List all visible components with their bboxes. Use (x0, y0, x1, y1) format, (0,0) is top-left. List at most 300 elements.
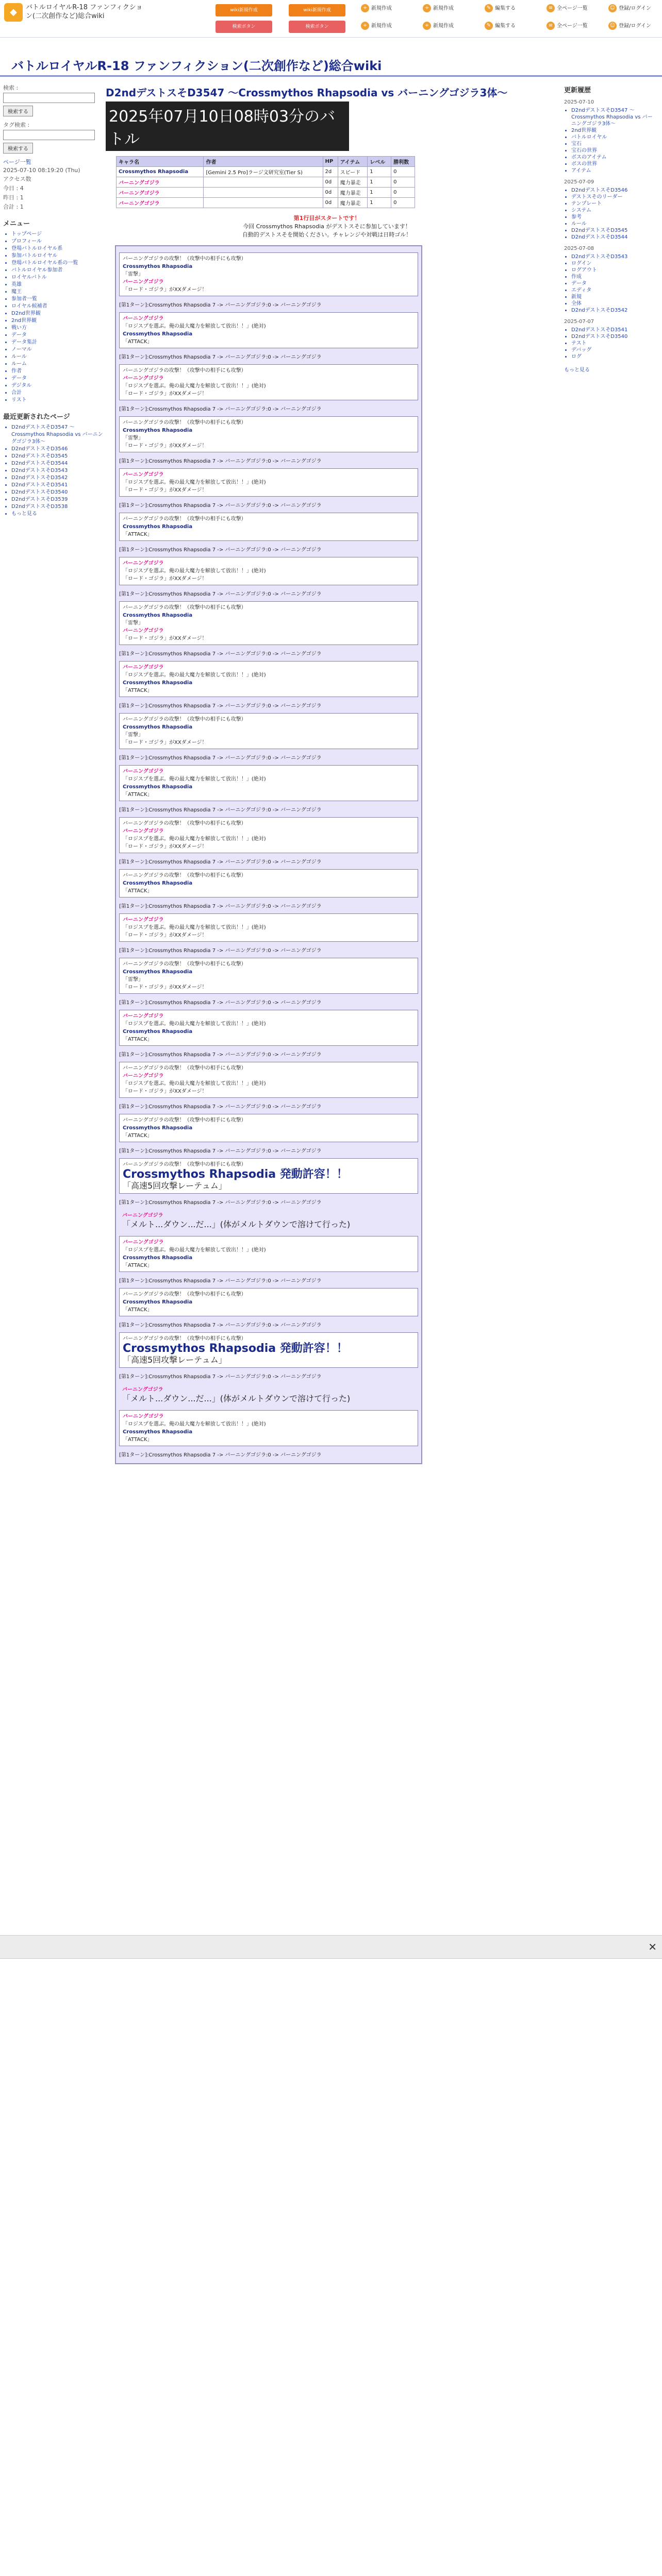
turn-summary: [第1ターン]:Crossmythos Rhapsodia 7 -> バーニングゴジラ:0 -> バーニングゴジラ (119, 703, 322, 709)
tool-new-3[interactable]: + 新規作成 (361, 20, 392, 33)
turn-summary: [第1ターン]:Crossmythos Rhapsodia 7 -> バーニングゴジラ:0 -> バーニングゴジラ (119, 406, 322, 412)
critical-skill-line: 「高速5回攻撃レーテュム」 (123, 1355, 227, 1365)
history-item[interactable]: • ログイン (571, 260, 657, 267)
log-block (119, 252, 418, 296)
log-block (119, 513, 418, 541)
menu-item[interactable]: • ルール (11, 353, 103, 361)
history-item[interactable]: • 宝石 (571, 141, 657, 147)
log-line: バーニングゴジラの攻撃！（攻撃中の相手にも攻撃） (123, 605, 246, 611)
cell: 1 (368, 177, 391, 188)
log-line: 「ロジスプを選ぶ。俺の最大魔力を解放して放出！！」(絶対) (123, 836, 266, 842)
log-line: 「ATTACK」 (123, 339, 153, 345)
log-line: 「ロード・ゴジラ」がXXダメージ！ (123, 933, 207, 938)
log-line: 「ATTACK」 (123, 532, 153, 537)
main-content (106, 82, 548, 1464)
meltdown-line: 「メルト...ダウン...だ...」(体がメルトダウンで溶けて行った) (122, 1219, 351, 1229)
log-line: バーニングゴジラ (123, 1240, 164, 1245)
cell[interactable]: Crossmythos Rhapsodia (117, 167, 204, 177)
log-line: バーニングゴジラ (123, 561, 164, 566)
cell[interactable]: バーニングゴジラ (117, 177, 204, 188)
log-block (119, 557, 418, 585)
tool-edit[interactable]: ✎ 編集する (485, 2, 516, 15)
page-list-link[interactable]: ページ一覧 (3, 159, 31, 165)
menu-item[interactable]: • バトルロイヤル参加者 (11, 267, 103, 274)
article-title: D2ndデストスそD3547 ～Crossmythos Rhapsodia vs バーニングゴジラ3体～ (106, 87, 508, 99)
turn-summary: [第1ターン]:Crossmythos Rhapsodia 7 -> バーニングゴジラ:0 -> バーニングゴジラ (119, 904, 322, 909)
log-line: バーニングゴジラ (123, 628, 164, 634)
table-row (117, 188, 415, 198)
history-item[interactable]: • D2ndデストスそD3547 ～Crossmythos Rhapsodia vs バーニングゴジラ3体～ (571, 107, 657, 127)
recent-list (3, 424, 103, 518)
log-line: 「ATTACK」 (123, 792, 153, 798)
menu-item[interactable]: • デジタル (11, 382, 103, 389)
history-item[interactable]: • デストスそのリーダー (571, 194, 657, 200)
history-date: 2025-07-10 (564, 99, 594, 105)
history-item[interactable]: • D2ndデストスそD3540 (571, 333, 657, 340)
user-icon: ☺ (608, 22, 617, 30)
cell[interactable]: バーニングゴジラ (117, 188, 204, 198)
log-line: 「ロード・ゴジラ」がXXダメージ！ (123, 844, 207, 850)
list-icon: ≡ (547, 22, 555, 30)
turn-summary: [第1ターン]:Crossmythos Rhapsodia 7 -> バーニングゴジラ:0 -> バーニングゴジラ (119, 1148, 322, 1154)
log-line: 「ATTACK」 (123, 1037, 153, 1042)
battle-datetime-banner: 2025年07月10日08時03分のバトル (106, 101, 349, 151)
log-block (119, 913, 418, 942)
tool-new-1[interactable]: + 新規作成 (361, 2, 392, 15)
log-line: 「ロジスプを選ぶ。俺の最大魔力を解放して放出！！」(絶対) (123, 776, 266, 782)
log-line: バーニングゴジラの攻撃！（攻撃中の相手にも攻撃） (123, 1292, 246, 1297)
menu-item[interactable]: • 2nd世界観 (11, 317, 103, 325)
log-line: Crossmythos Rhapsodia (123, 969, 193, 975)
log-line: バーニングゴジラ (123, 665, 164, 670)
log-line: Crossmythos Rhapsodia (123, 1125, 193, 1131)
log-line: バーニングゴジラの攻撃！（攻撃中の相手にも攻撃） (123, 821, 246, 826)
recent-item[interactable]: • D2ndデストスそD3538 (11, 503, 103, 511)
log-block (119, 1210, 418, 1232)
log-line: Crossmythos Rhapsodia (123, 428, 193, 433)
turn-summary: [第1ターン]:Crossmythos Rhapsodia 7 -> バーニングゴジラ:0 -> バーニングゴジラ (119, 591, 322, 597)
cell: 1 (368, 198, 391, 208)
recent-more-link[interactable]: • もっと見る (11, 511, 103, 518)
history-title: 更新履歴 (564, 87, 591, 94)
cell: [Gemini 2.5 Pro]ラージ文研究室(Tier S) (204, 167, 323, 177)
search-label: 検索 : (3, 84, 19, 91)
pencil-icon: ✎ (485, 4, 493, 12)
turn-summary: [第1ターン]:Crossmythos Rhapsodia 7 -> バーニングゴジラ:0 -> バーニングゴジラ (119, 1323, 322, 1328)
turn-summary: [第1ターン]:Crossmythos Rhapsodia 7 -> バーニングゴジラ:0 -> バーニングゴジラ (119, 1104, 322, 1110)
turn-summary: [第1ターン]:Crossmythos Rhapsodia 7 -> バーニングゴジラ:0 -> バーニングゴジラ (119, 807, 322, 813)
log-line: 「ロジスプを選ぶ。俺の最大魔力を解放して放出！！」(絶対) (123, 480, 266, 485)
recent-item[interactable]: • D2ndデストスそD3542 (11, 474, 103, 482)
recent-title: 最近更新されたページ (3, 413, 70, 421)
cell: 0 (391, 198, 415, 208)
menu-item[interactable]: • 作者 (11, 368, 103, 375)
log-block (119, 958, 418, 994)
log-block (119, 1332, 418, 1368)
log-line: 「ロード・ゴジラ」がXXダメージ！ (123, 287, 207, 293)
tool-new-4[interactable]: + 新規作成 (423, 20, 454, 33)
register-button[interactable]: wiki新規作成 (289, 4, 345, 16)
log-line: バーニングゴジラ (123, 917, 164, 923)
log-line: バーニングゴジラ (122, 1213, 163, 1218)
tag-search-input[interactable] (3, 130, 95, 140)
history-item[interactable]: • バトルロイヤル (571, 134, 657, 141)
log-line: 「ロード・ゴジラ」がXXダメージ！ (123, 1089, 207, 1094)
close-icon[interactable]: ✕ (648, 1941, 657, 1953)
menu-list (3, 231, 103, 404)
history-item[interactable]: • エディタ (571, 287, 657, 294)
cell: スピード (338, 167, 368, 177)
announcement-line: 自動的デストスそを開始ください。チャレンジや対戦は日時ゴル！ (242, 231, 412, 238)
history-list (564, 187, 657, 241)
col-header: レベル (368, 157, 391, 167)
menu-item[interactable]: • ロイヤル候補者 (11, 303, 103, 310)
log-line: 「ロード・ゴジラ」がXXダメージ！ (123, 576, 207, 582)
log-line: バーニングゴジラの攻撃！（攻撃中の相手にも攻撃） (123, 1162, 246, 1167)
log-line: 「ロジスプを選ぶ。俺の最大魔力を解放して放出！！」(絶対) (123, 672, 266, 678)
log-line: Crossmythos Rhapsodia (123, 1299, 193, 1305)
tool-edit-2[interactable]: ✎ 編集する (485, 20, 516, 33)
log-line: 「ロード・ゴジラ」がXXダメージ！ (123, 636, 207, 641)
history-list (564, 327, 657, 360)
log-line: Crossmythos Rhapsodia (123, 264, 193, 269)
log-block (119, 312, 418, 348)
log-line: Crossmythos Rhapsodia (123, 613, 193, 618)
tool-login[interactable]: ☺ 登録/ログイン (608, 2, 651, 15)
turn-summary: [第1ターン]:Crossmythos Rhapsodia 7 -> バーニングゴジラ:0 -> バーニングゴジラ (119, 651, 322, 657)
log-line: 「雷撃」 (123, 620, 143, 626)
log-block (119, 601, 418, 645)
page-title[interactable]: バトルロイヤルR-18 ファンフィクション(二次創作など)総合wiki (11, 59, 382, 73)
log-line: 「ロジスプを選ぶ。俺の最大魔力を解放して放出！！」(絶対) (123, 568, 266, 574)
menu-item[interactable]: • ロイヤルバトル (11, 274, 103, 281)
log-block (119, 869, 418, 897)
history-item[interactable]: • データ (571, 280, 657, 287)
left-sidebar (3, 82, 103, 518)
log-line: バーニングゴジラ (123, 472, 164, 478)
history-list (564, 253, 657, 314)
history-item[interactable]: • D2ndデストスそD3546 (571, 187, 657, 194)
announcement-line: 今回 Crossmythos Rhapsodia がデストスそに参加しています！ (243, 223, 411, 230)
log-line: 「ATTACK」 (123, 1307, 153, 1313)
history-item[interactable]: • 新規 (571, 294, 657, 300)
history-item[interactable]: • 参考 (571, 214, 657, 221)
log-block (119, 1288, 418, 1316)
log-block (119, 1236, 418, 1272)
menu-item[interactable]: • ノーマル (11, 346, 103, 353)
log-block (119, 1384, 418, 1406)
tool-page-list-2[interactable]: ≡ 全ページ一覧 (547, 20, 588, 33)
menu-item[interactable]: • 登場バトルロイヤル系の一覧 (11, 260, 103, 267)
history-item[interactable]: • D2ndデストスそD3541 (571, 327, 657, 333)
log-line: 「雷撃」 (123, 272, 143, 277)
col-header: アイテム (338, 157, 368, 167)
menu-item[interactable]: • データ (11, 375, 103, 382)
user-icon: ☺ (608, 4, 617, 12)
announcement-line: 第1行目がスタートです！ (293, 215, 360, 222)
menu-item[interactable]: • 登場バトルロイヤル系 (11, 245, 103, 252)
menu-item[interactable]: • トップページ (11, 231, 103, 238)
tag-search-label: タグ検索 : (3, 122, 30, 128)
log-block (119, 1158, 418, 1194)
col-header: HP (323, 157, 338, 167)
right-sidebar (564, 82, 657, 375)
history-item[interactable]: • 2nd世界観 (571, 127, 657, 134)
log-line: 「ロジスプを選ぶ。俺の最大魔力を解放して放出！！」(絶対) (123, 1021, 266, 1027)
turn-summary: [第1ターン]:Crossmythos Rhapsodia 7 -> バーニングゴジラ:0 -> バーニングゴジラ (119, 859, 322, 865)
turn-summary: [第1ターン]:Crossmythos Rhapsodia 7 -> バーニングゴジラ:0 -> バーニングゴジラ (119, 503, 322, 509)
log-block (119, 468, 418, 497)
log-line: バーニングゴジラの攻撃！（攻撃中の相手にも攻撃） (123, 256, 246, 262)
log-line: Crossmythos Rhapsodia (123, 680, 193, 686)
log-line: バーニングゴジラの攻撃！（攻撃中の相手にも攻撃） (123, 1065, 246, 1071)
menu-item[interactable]: • D2nd世界観 (11, 310, 103, 317)
cell (204, 177, 323, 188)
log-block (119, 364, 418, 400)
menu-item[interactable]: • データ (11, 332, 103, 339)
recent-item[interactable]: • D2ndデストスそD3541 (11, 482, 103, 489)
turn-summary: [第1ターン]:Crossmythos Rhapsodia 7 -> バーニングゴジラ:0 -> バーニングゴジラ (119, 1374, 322, 1380)
cell: 魔力暴走 (338, 198, 368, 208)
tag-search-button[interactable]: 検索する (3, 143, 33, 154)
log-line: 「ロード・ゴジラ」がXXダメージ！ (123, 985, 207, 990)
log-line: バーニングゴジラの攻撃！（攻撃中の相手にも攻撃） (123, 1117, 246, 1123)
menu-item[interactable]: • データ集計 (11, 339, 103, 346)
cell: 魔力暴走 (338, 188, 368, 198)
history-item[interactable]: • 作成 (571, 274, 657, 280)
log-line: バーニングゴジラの攻撃！（攻撃中の相手にも攻撃） (123, 1336, 246, 1342)
cell: 0 (391, 188, 415, 198)
table-row (117, 198, 415, 208)
cell: 魔力暴走 (338, 177, 368, 188)
log-line: バーニングゴジラ (123, 316, 164, 321)
log-line: Crossmythos Rhapsodia (123, 1429, 193, 1435)
log-line: Crossmythos Rhapsodia (123, 524, 193, 530)
log-line: バーニングゴジラ (123, 279, 164, 285)
cell[interactable]: バーニングゴジラ (117, 198, 204, 208)
turn-summary: [第1ターン]:Crossmythos Rhapsodia 7 -> バーニングゴジラ:0 -> バーニングゴジラ (119, 1000, 322, 1006)
log-line: 「ロード・ゴジラ」がXXダメージ！ (123, 487, 207, 493)
cell (204, 198, 323, 208)
menu-item[interactable]: • リスト (11, 397, 103, 404)
turn-summary: [第1ターン]:Crossmythos Rhapsodia 7 -> バーニングゴジラ:0 -> バーニングゴジラ (119, 459, 322, 464)
cell: 0d (323, 177, 338, 188)
log-line: Crossmythos Rhapsodia (123, 724, 193, 730)
log-line: バーニングゴジラ (122, 1387, 163, 1393)
history-item[interactable]: • D2ndデストスそD3544 (571, 234, 657, 241)
history-item[interactable]: • テンプレート (571, 200, 657, 207)
pencil-icon: ✎ (485, 22, 493, 30)
log-line: バーニングゴジラの攻撃！（攻撃中の相手にも攻撃） (123, 368, 246, 374)
site-header (0, 0, 662, 38)
log-line: 「ロジスプを選ぶ。俺の最大魔力を解放して放出！！」(絶対) (123, 1247, 266, 1253)
log-line: Crossmythos Rhapsodia (123, 784, 193, 790)
log-line: 「ロード・ゴジラ」がXXダメージ！ (123, 740, 207, 745)
col-header: キャラ名 (117, 157, 204, 167)
site-name[interactable]: バトルロイヤルR-18 ファンフィクション(二次創作など)総合wiki (26, 4, 143, 20)
history-date: 2025-07-08 (564, 246, 594, 251)
log-block (119, 817, 418, 853)
search-button-2[interactable]: 検索ボタン (289, 21, 345, 33)
menu-title: メニュー (3, 220, 30, 228)
history-item[interactable]: • ログアウト (571, 267, 657, 274)
plus-icon: + (361, 22, 369, 30)
access-total: 合計 : 1 (3, 204, 24, 210)
turn-summary: [第1ターン]:Crossmythos Rhapsodia 7 -> バーニングゴジラ:0 -> バーニングゴジラ (119, 948, 322, 954)
turn-summary: [第1ターン]:Crossmythos Rhapsodia 7 -> バーニングゴジラ:0 -> バーニングゴジラ (119, 755, 322, 761)
log-line: 「ATTACK」 (123, 1437, 153, 1443)
col-header: 作者 (204, 157, 323, 167)
title-divider (0, 75, 662, 77)
menu-item[interactable]: • プロフィール (11, 238, 103, 245)
log-line: 「ATTACK」 (123, 1263, 153, 1268)
tool-new-2[interactable]: + 新規作成 (423, 2, 454, 15)
log-block (119, 713, 418, 749)
col-header: 勝利数 (391, 157, 415, 167)
search-button[interactable]: 検索ボタン (216, 21, 272, 33)
history-item[interactable]: • ログ (571, 353, 657, 360)
recent-item[interactable]: • D2ndデストスそD3539 (11, 496, 103, 503)
search-submit-button[interactable]: 検索する (3, 106, 33, 116)
login-button[interactable]: wiki新規作成 (216, 4, 272, 16)
log-block (119, 1410, 418, 1446)
current-date: 2025-07-10 08:19:20 (Thu) (3, 167, 80, 174)
menu-item[interactable]: • 魔王 (11, 289, 103, 296)
log-line: 「ロジスプを選ぶ。俺の最大魔力を解放して放出！！」(絶対) (123, 1081, 266, 1087)
log-line: バーニングゴジラ (123, 1414, 164, 1419)
menu-item[interactable]: • ルーム (11, 361, 103, 368)
turn-summary: [第1ターン]:Crossmythos Rhapsodia 7 -> バーニングゴジラ:0 -> バーニングゴジラ (119, 1200, 322, 1206)
log-line: 「ロジスプを選ぶ。俺の最大魔力を解放して放出！！」(絶対) (123, 383, 266, 389)
history-item[interactable]: • テスト (571, 340, 657, 347)
menu-item[interactable]: • 戦い方 (11, 325, 103, 332)
table-row (117, 177, 415, 188)
table-row (117, 167, 415, 177)
recent-item[interactable]: • D2ndデストスそD3540 (11, 489, 103, 496)
search-input[interactable] (3, 93, 95, 103)
log-line: バーニングゴジラの攻撃！（攻撃中の相手にも攻撃） (123, 516, 246, 522)
history-item[interactable]: • D2ndデストスそD3543 (571, 253, 657, 260)
log-line: 「ロジスプを選ぶ。俺の最大魔力を解放して放出！！」(絶対) (123, 324, 266, 329)
recent-item[interactable]: • D2ndデストスそD3544 (11, 460, 103, 467)
log-block (119, 661, 418, 697)
menu-item[interactable]: • 英雄 (11, 281, 103, 289)
turn-summary: [第1ターン]:Crossmythos Rhapsodia 7 -> バーニングゴジラ:0 -> バーニングゴジラ (119, 1452, 322, 1458)
history-date: 2025-07-07 (564, 319, 594, 325)
log-line: バーニングゴジラ (123, 828, 164, 834)
menu-item[interactable]: • 参加バトルロイヤル (11, 252, 103, 260)
log-line: 「ATTACK」 (123, 688, 153, 693)
log-line: バーニングゴジラ (123, 1073, 164, 1079)
history-item[interactable]: • デバッグ (571, 347, 657, 353)
turn-summary: [第1ターン]:Crossmythos Rhapsodia 7 -> バーニングゴジラ:0 -> バーニングゴジラ (119, 302, 322, 308)
history-more-link[interactable]: もっと見る (564, 367, 590, 373)
access-today: 今日 : 4 (3, 185, 24, 192)
cell: 0 (391, 167, 415, 177)
log-line: 「ロード・ゴジラ」がXXダメージ！ (123, 443, 207, 449)
history-item[interactable]: • ルール (571, 221, 657, 227)
log-line: 「雷撃」 (123, 977, 143, 982)
critical-skill-line: 「高速5回攻撃レーテュム」 (123, 1181, 227, 1191)
log-block (119, 416, 418, 452)
cell: 0d (323, 188, 338, 198)
log-line: バーニングゴジラの攻撃！（攻撃中の相手にも攻撃） (123, 717, 246, 722)
battle-announcement (106, 214, 548, 239)
cell: 1 (368, 167, 391, 177)
log-block (119, 1010, 418, 1046)
log-line: バーニングゴジラの攻撃！（攻撃中の相手にも攻撃） (123, 420, 246, 426)
log-line: バーニングゴジラ (123, 376, 164, 381)
history-item[interactable]: • システム (571, 207, 657, 214)
menu-item[interactable]: • 合計 (11, 389, 103, 397)
log-line: Crossmythos Rhapsodia (123, 880, 193, 886)
tool-login-2[interactable]: ☺ 登録/ログイン (608, 20, 651, 33)
recent-item[interactable]: • D2ndデストスそD3543 (11, 467, 103, 474)
log-line: 「ロード・ゴジラ」がXXダメージ！ (123, 391, 207, 397)
log-line: 「ATTACK」 (123, 888, 153, 894)
access-yesterday: 昨日 : 1 (3, 194, 24, 201)
plus-icon: + (423, 22, 431, 30)
log-line: バーニングゴジラの攻撃！（攻撃中の相手にも攻撃） (123, 961, 246, 967)
history-item[interactable]: • D2ndデストスそD3545 (571, 227, 657, 234)
cell (204, 188, 323, 198)
site-logo-icon[interactable]: ◆ (4, 3, 23, 22)
plus-icon: + (361, 4, 369, 12)
battle-log (115, 245, 422, 1464)
plus-icon: + (423, 4, 431, 12)
cell: 0 (391, 177, 415, 188)
recent-item[interactable]: • D2ndデストスそD3547 ～Crossmythos Rhapsodia vs バーニングゴジラ3体～ (11, 424, 103, 446)
log-line: Crossmythos Rhapsodia (123, 331, 193, 337)
log-line: Crossmythos Rhapsodia (123, 1029, 193, 1035)
cell: 2d (323, 167, 338, 177)
cell: 1 (368, 188, 391, 198)
list-icon: ≡ (547, 4, 555, 12)
participant-table (116, 156, 415, 208)
access-count-title: アクセス数 (3, 176, 31, 182)
history-item[interactable]: • 宝石の世界 (571, 147, 657, 154)
turn-summary: [第1ターン]:Crossmythos Rhapsodia 7 -> バーニングゴジラ:0 -> バーニングゴジラ (119, 547, 322, 553)
critical-line: Crossmythos Rhapsodia 発動許容！！ (123, 1168, 348, 1181)
log-line: 「ロジスプを選ぶ。俺の最大魔力を解放して放出！！」(絶対) (123, 925, 266, 930)
history-item[interactable]: • ボスのアイテム (571, 154, 657, 161)
history-date: 2025-07-09 (564, 179, 594, 185)
log-line: Crossmythos Rhapsodia (123, 1255, 193, 1261)
log-line: バーニングゴジラ (123, 1013, 164, 1019)
log-line: 「ATTACK」 (123, 1133, 153, 1139)
history-item[interactable]: • ボスの世界 (571, 161, 657, 167)
log-line: バーニングゴジラ (123, 769, 164, 774)
critical-line: Crossmythos Rhapsodia 発動許容！！ (123, 1342, 348, 1355)
turn-summary: [第1ターン]:Crossmythos Rhapsodia 7 -> バーニングゴジラ:0 -> バーニングゴジラ (119, 1278, 322, 1284)
log-line: 「雷撃」 (123, 435, 143, 441)
recent-item[interactable]: • D2ndデストスそD3545 (11, 453, 103, 460)
history-item[interactable]: • アイテム (571, 167, 657, 174)
log-block (119, 1062, 418, 1098)
history-list (564, 107, 657, 174)
history-item[interactable]: • D2ndデストスそD3542 (571, 307, 657, 314)
log-line: 「雷撃」 (123, 732, 143, 738)
history-item[interactable]: • 全体 (571, 300, 657, 307)
tool-page-list[interactable]: ≡ 全ページ一覧 (547, 2, 588, 15)
menu-item[interactable]: • 参加者一覧 (11, 296, 103, 303)
log-line: バーニングゴジラの攻撃！（攻撃中の相手にも攻撃） (123, 873, 246, 878)
meltdown-line: 「メルト...ダウン...だ...」(体がメルトダウンで溶けて行った) (122, 1394, 351, 1403)
recent-item[interactable]: • D2ndデストスそD3546 (11, 446, 103, 453)
cell: 0d (323, 198, 338, 208)
overlay-bar (0, 1935, 662, 1959)
log-line: 「ロジスプを選ぶ。俺の最大魔力を解放して放出！！」(絶対) (123, 1421, 266, 1427)
